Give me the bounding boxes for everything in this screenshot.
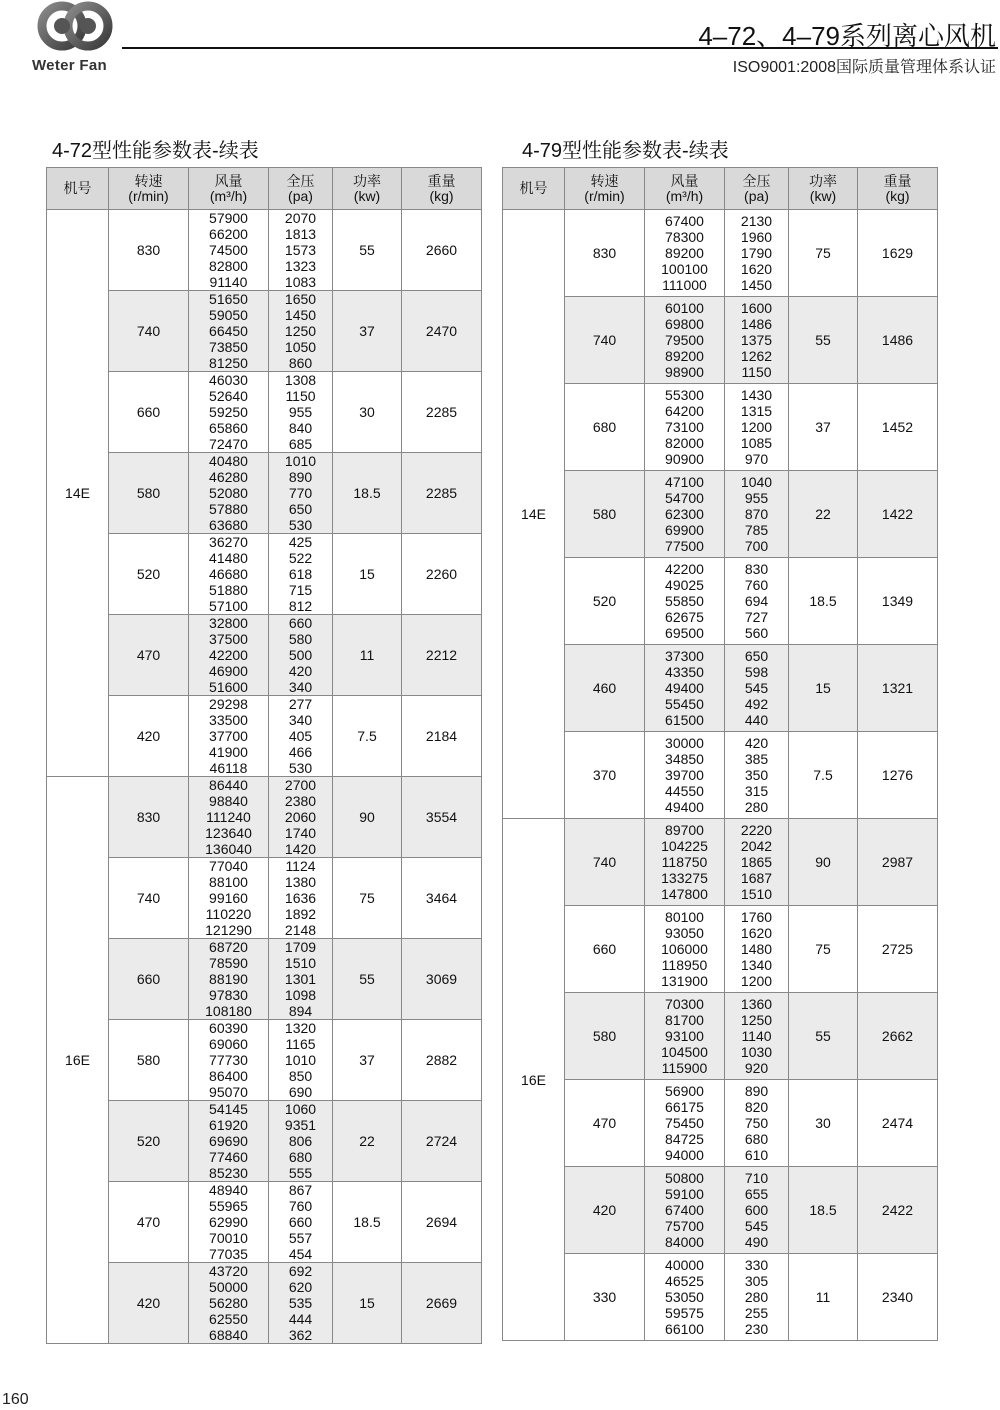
flow-cell: 43720 50000 56280 62550 68840 (189, 1263, 269, 1344)
power-cell: 75 (789, 210, 858, 297)
pressure-cell: 1010 890 770 650 530 (269, 453, 333, 534)
pressure-cell: 1760 1620 1480 1340 1200 (725, 906, 789, 993)
weight-column-header: 重量 (kg) (858, 168, 938, 210)
pressure-cell: 1360 1250 1140 1030 920 (725, 993, 789, 1080)
speed-cell: 580 (565, 993, 645, 1080)
weight-cell: 1629 (858, 210, 938, 297)
pressure-cell: 650 598 545 492 440 (725, 645, 789, 732)
pressure-cell: 830 760 694 727 560 (725, 558, 789, 645)
table-row (503, 471, 938, 558)
power-cell: 11 (789, 1254, 858, 1341)
table-header-row (47, 168, 482, 210)
power-cell: 75 (333, 858, 402, 939)
speed-cell: 370 (565, 732, 645, 819)
weight-cell: 2340 (858, 1254, 938, 1341)
flow-cell: 50800 59100 67400 75700 84000 (645, 1167, 725, 1254)
pressure-cell: 1040 955 870 785 700 (725, 471, 789, 558)
weight-cell: 1452 (858, 384, 938, 471)
power-cell: 90 (789, 819, 858, 906)
power-cell: 37 (333, 291, 402, 372)
pressure-cell: 692 620 535 444 362 (269, 1263, 333, 1344)
flow-cell: 40000 46525 53050 59575 66100 (645, 1254, 725, 1341)
power-cell: 15 (333, 534, 402, 615)
power-cell: 15 (789, 645, 858, 732)
pressure-column-header: 全压 (pa) (725, 168, 789, 210)
weight-cell: 1422 (858, 471, 938, 558)
table-row (503, 906, 938, 993)
speed-cell: 420 (565, 1167, 645, 1254)
power-cell: 7.5 (789, 732, 858, 819)
flow-cell: 37300 43350 49400 55450 61500 (645, 645, 725, 732)
speed-cell: 740 (565, 297, 645, 384)
pressure-cell: 2130 1960 1790 1620 1450 (725, 210, 789, 297)
speed-cell: 830 (109, 210, 189, 291)
speed-cell: 580 (565, 471, 645, 558)
weight-cell: 2470 (402, 291, 482, 372)
model-cell: 14E (47, 210, 109, 777)
flow-cell: 40480 46280 52080 57880 63680 (189, 453, 269, 534)
speed-cell: 470 (109, 1182, 189, 1263)
power-cell: 75 (789, 906, 858, 993)
flow-cell: 47100 54700 62300 69900 77500 (645, 471, 725, 558)
performance-table-4-79 (502, 167, 938, 1341)
flow-cell: 86440 98840 111240 123640 136040 (189, 777, 269, 858)
power-cell: 15 (333, 1263, 402, 1344)
speed-cell: 580 (109, 453, 189, 534)
flow-cell: 89700 104225 118750 133275 147800 (645, 819, 725, 906)
power-cell: 55 (333, 939, 402, 1020)
pressure-cell: 1650 1450 1250 1050 860 (269, 291, 333, 372)
power-cell: 37 (333, 1020, 402, 1101)
table-row (47, 1020, 482, 1101)
power-cell: 18.5 (789, 558, 858, 645)
weight-cell: 2285 (402, 453, 482, 534)
speed-cell: 680 (565, 384, 645, 471)
document-subtitle: ISO9001:2008国际质量管理体系认证 (732, 59, 996, 76)
speed-cell: 420 (109, 696, 189, 777)
model-column-header: 机号 (503, 168, 565, 210)
table-row (503, 645, 938, 732)
table-row (47, 1101, 482, 1182)
power-cell: 11 (333, 615, 402, 696)
flow-cell: 32800 37500 42200 46900 51600 (189, 615, 269, 696)
table-row (503, 993, 938, 1080)
pressure-cell: 1060 9351 806 680 555 (269, 1101, 333, 1182)
table-row (503, 1167, 938, 1254)
weight-cell: 2260 (402, 534, 482, 615)
flow-cell: 80100 93050 106000 118950 131900 (645, 906, 725, 993)
weight-cell: 2725 (858, 906, 938, 993)
weight-cell: 1321 (858, 645, 938, 732)
table-row (47, 1263, 482, 1344)
flow-cell: 57900 66200 74500 82800 91140 (189, 210, 269, 291)
flow-cell: 54145 61920 69690 77460 85230 (189, 1101, 269, 1182)
model-cell: 16E (503, 819, 565, 1341)
weight-cell: 2882 (402, 1020, 482, 1101)
table-row (503, 1080, 938, 1167)
weight-cell: 1276 (858, 732, 938, 819)
weight-cell: 3554 (402, 777, 482, 858)
flow-cell: 42200 49025 55850 62675 69500 (645, 558, 725, 645)
weight-cell: 1349 (858, 558, 938, 645)
power-cell: 18.5 (789, 1167, 858, 1254)
table-row (47, 453, 482, 534)
speed-cell: 830 (565, 210, 645, 297)
speed-cell: 740 (109, 291, 189, 372)
weight-cell: 1486 (858, 297, 938, 384)
flow-cell: 77040 88100 99160 110220 121290 (189, 858, 269, 939)
pressure-cell: 660 580 500 420 340 (269, 615, 333, 696)
table-row (47, 777, 482, 858)
flow-cell: 48940 55965 62990 70010 77035 (189, 1182, 269, 1263)
power-cell: 55 (333, 210, 402, 291)
weter-fan-logo (36, 0, 116, 56)
pressure-cell: 2700 2380 2060 1740 1420 (269, 777, 333, 858)
pressure-cell: 330 305 280 255 230 (725, 1254, 789, 1341)
table-row (47, 210, 482, 291)
speed-cell: 520 (109, 1101, 189, 1182)
pressure-cell: 425 522 618 715 812 (269, 534, 333, 615)
speed-cell: 470 (565, 1080, 645, 1167)
power-cell: 7.5 (333, 696, 402, 777)
speed-cell: 330 (565, 1254, 645, 1341)
model-cell: 16E (47, 777, 109, 1344)
flow-cell: 36270 41480 46680 51880 57100 (189, 534, 269, 615)
table-row (47, 372, 482, 453)
pressure-cell: 1709 1510 1301 1098 894 (269, 939, 333, 1020)
weight-cell: 2422 (858, 1167, 938, 1254)
pressure-cell: 1600 1486 1375 1262 1150 (725, 297, 789, 384)
flow-cell: 56900 66175 75450 84725 94000 (645, 1080, 725, 1167)
flow-cell: 51650 59050 66450 73850 81250 (189, 291, 269, 372)
power-cell: 90 (333, 777, 402, 858)
speed-cell: 580 (109, 1020, 189, 1101)
table-row (503, 558, 938, 645)
flow-cell: 70300 81700 93100 104500 115900 (645, 993, 725, 1080)
table-header-row (503, 168, 938, 210)
flow-cell: 46030 52640 59250 65860 72470 (189, 372, 269, 453)
speed-cell: 740 (109, 858, 189, 939)
flow-column-header: 风量 (m³/h) (645, 168, 725, 210)
flow-cell: 29298 33500 37700 41900 46118 (189, 696, 269, 777)
speed-cell: 520 (565, 558, 645, 645)
weight-cell: 2474 (858, 1080, 938, 1167)
weight-cell: 2285 (402, 372, 482, 453)
pressure-cell: 1430 1315 1200 1085 970 (725, 384, 789, 471)
table-4-72-title: 4-72型性能参数表-续表 (52, 140, 259, 162)
power-cell: 30 (333, 372, 402, 453)
weight-cell: 2184 (402, 696, 482, 777)
page-number: 160 (2, 1391, 29, 1408)
weight-cell: 3069 (402, 939, 482, 1020)
weight-cell: 2212 (402, 615, 482, 696)
weight-cell: 2694 (402, 1182, 482, 1263)
power-cell: 22 (333, 1101, 402, 1182)
table-row (47, 939, 482, 1020)
table-row (503, 732, 938, 819)
flow-cell: 60390 69060 77730 86400 95070 (189, 1020, 269, 1101)
table-row (47, 1182, 482, 1263)
power-cell: 18.5 (333, 1182, 402, 1263)
flow-cell: 30000 34850 39700 44550 49400 (645, 732, 725, 819)
speed-cell: 830 (109, 777, 189, 858)
weight-cell: 2660 (402, 210, 482, 291)
pressure-cell: 420 385 350 315 280 (725, 732, 789, 819)
table-row (47, 858, 482, 939)
pressure-cell: 890 820 750 680 610 (725, 1080, 789, 1167)
speed-cell: 660 (109, 939, 189, 1020)
weight-cell: 2662 (858, 993, 938, 1080)
flow-column-header: 风量 (m³/h) (189, 168, 269, 210)
pressure-cell: 1308 1150 955 840 685 (269, 372, 333, 453)
pressure-cell: 867 760 660 557 454 (269, 1182, 333, 1263)
weight-column-header: 重量 (kg) (402, 168, 482, 210)
flow-cell: 55300 64200 73100 82000 90900 (645, 384, 725, 471)
pressure-cell: 2070 1813 1573 1323 1083 (269, 210, 333, 291)
power-cell: 55 (789, 297, 858, 384)
flow-cell: 60100 69800 79500 89200 98900 (645, 297, 725, 384)
table-row (47, 291, 482, 372)
speed-cell: 740 (565, 819, 645, 906)
pressure-cell: 1320 1165 1010 850 690 (269, 1020, 333, 1101)
table-row (503, 384, 938, 471)
table-row (47, 696, 482, 777)
flow-cell: 68720 78590 88190 97830 108180 (189, 939, 269, 1020)
power-column-header: 功率 (kw) (333, 168, 402, 210)
pressure-column-header: 全压 (pa) (269, 168, 333, 210)
power-cell: 30 (789, 1080, 858, 1167)
pressure-cell: 710 655 600 545 490 (725, 1167, 789, 1254)
brand-name: Weter Fan (32, 57, 107, 74)
model-cell: 14E (503, 210, 565, 819)
power-cell: 18.5 (333, 453, 402, 534)
performance-table-4-72 (46, 167, 482, 1344)
table-row (47, 615, 482, 696)
speed-cell: 470 (109, 615, 189, 696)
pressure-cell: 1124 1380 1636 1892 2148 (269, 858, 333, 939)
pressure-cell: 277 340 405 466 530 (269, 696, 333, 777)
speed-column-header: 转速 (r/min) (109, 168, 189, 210)
speed-column-header: 转速 (r/min) (565, 168, 645, 210)
speed-cell: 460 (565, 645, 645, 732)
weight-cell: 2724 (402, 1101, 482, 1182)
power-cell: 55 (789, 993, 858, 1080)
weight-cell: 2669 (402, 1263, 482, 1344)
table-row (503, 1254, 938, 1341)
table-row (503, 819, 938, 906)
weight-cell: 3464 (402, 858, 482, 939)
speed-cell: 660 (565, 906, 645, 993)
speed-cell: 420 (109, 1263, 189, 1344)
flow-cell: 67400 78300 89200 100100 111000 (645, 210, 725, 297)
document-title: 4–72、4–79系列离心风机 (698, 21, 996, 51)
table-4-79-title: 4-79型性能参数表-续表 (522, 140, 729, 162)
pressure-cell: 2220 2042 1865 1687 1510 (725, 819, 789, 906)
model-column-header: 机号 (47, 168, 109, 210)
table-row (503, 297, 938, 384)
power-column-header: 功率 (kw) (789, 168, 858, 210)
speed-cell: 520 (109, 534, 189, 615)
power-cell: 37 (789, 384, 858, 471)
table-row (47, 534, 482, 615)
table-row (503, 210, 938, 297)
weight-cell: 2987 (858, 819, 938, 906)
power-cell: 22 (789, 471, 858, 558)
speed-cell: 660 (109, 372, 189, 453)
